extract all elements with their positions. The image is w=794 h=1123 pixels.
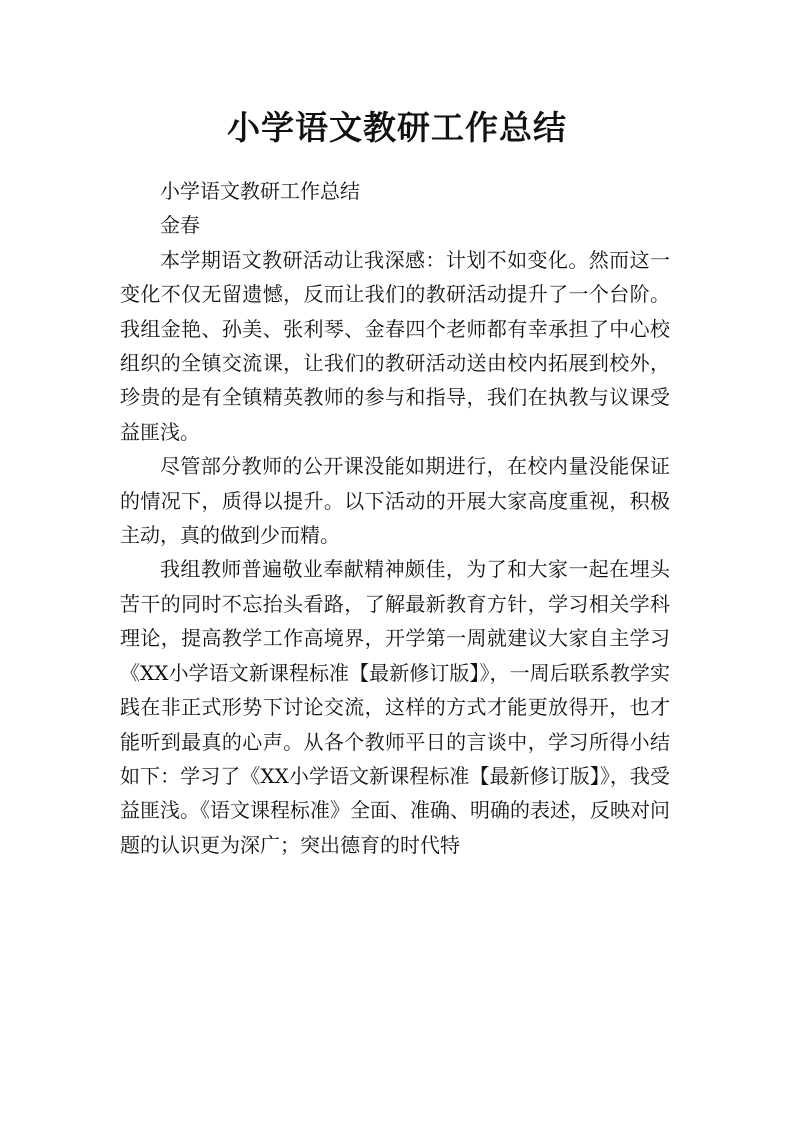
document-title: 小学语文教研工作总结 <box>227 108 567 147</box>
paragraph-1: 本学期语文教研活动让我深感：计划不如变化。然而这一变化不仅无留遗憾，反而让我们的教研活动提升了一个台阶。我组金艳、孙美、张利琴、金春四个老师都有幸承担了中心校组织的全镇交流课，让我们的教研活动送由校内拓展到校外，珍贵的是有全镇精英教师的参与和指导，我们在执教与议课受益匪浅。 <box>120 247 670 444</box>
paragraph-3: 我组教师普遍敬业奉献精神颇佳，为了和大家一起在埋头苦干的同时不忘抬头看路，了解最新教育方针，学习相关学科理论，提高教学工作高境界，开学第一周就建议大家自主学习《XX小学语文新课程标准【最新修订版】》，一周后联系教学实践在非正式形势下讨论交流，这样的方式才能更放得开，也才能听到最真的心声。从各个教师平日的言谈中，学习所得小结如下：学习了《XX小学语文新课程标准【最新修订版】》，我受益匪浅。《语文课程标准》全面、准确、明确的表述，反映对问题的认识更为深广；突出德育的时代特 <box>120 557 670 857</box>
subtitle-line: 小学语文教研工作总结 <box>160 179 360 203</box>
author-line: 金春 <box>160 213 200 238</box>
document-body <box>120 174 670 862</box>
paragraph-2: 尽管部分教师的公开课没能如期进行，在校内量没能保证的情况下，质得以提升。以下活动的开展大家高度重视，积极主动，真的做到少而精。 <box>120 454 670 548</box>
